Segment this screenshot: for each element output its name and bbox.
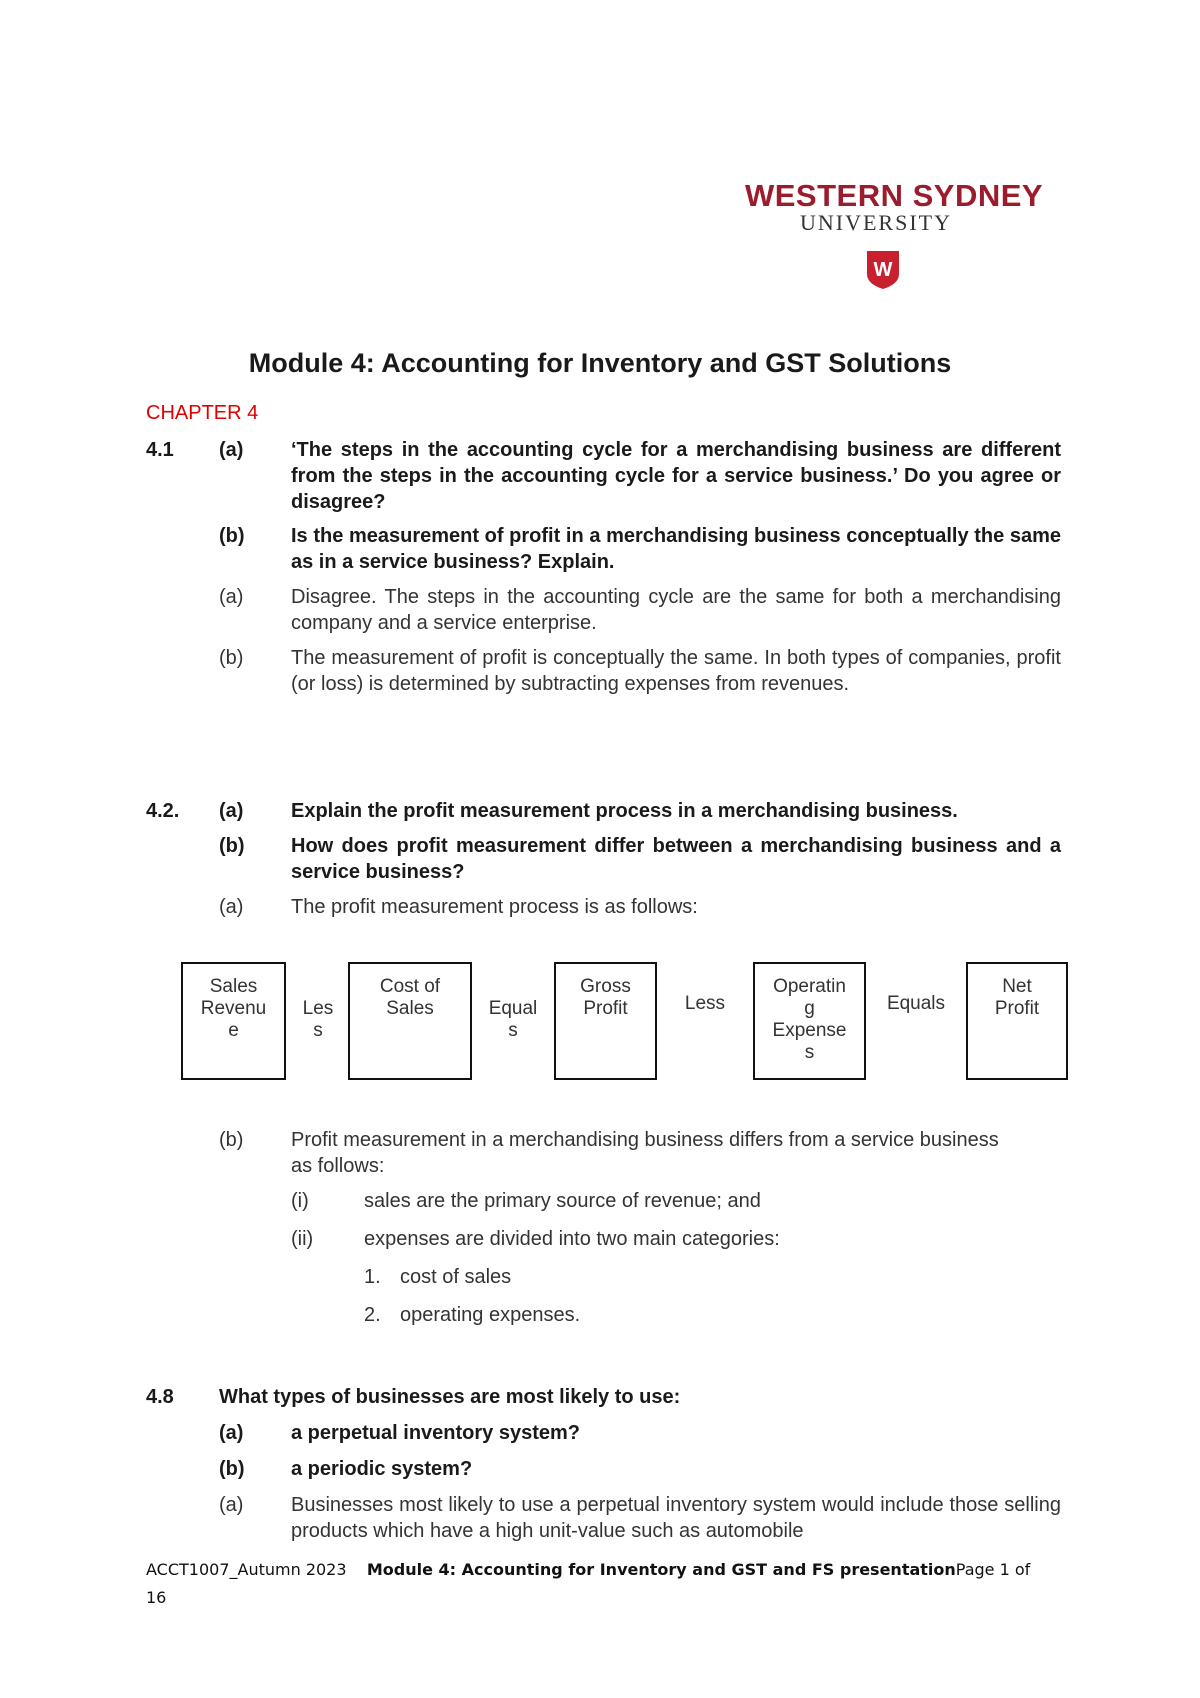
list-item: cost of sales [400,1266,512,1288]
answer-label: (a) [219,586,244,608]
answer-label: (b) [219,1129,244,1151]
question-text: a perpetual inventory system? [291,1422,580,1444]
answer-label: (a) [219,896,244,918]
university-shield-icon [866,250,900,290]
diagram-box-label: Gross Profit [580,976,631,1019]
diagram-connector-label: Les s [302,998,334,1041]
diagram-connector-less: Less [684,993,726,1014]
question-text: What types of businesses are most likely to use: [219,1386,681,1408]
diagram-connector-less [293,998,343,1042]
answer-text: Businesses most likely to use a perpetual inventory system would include those selling products which have a high unit-value such as automobile [291,1494,1061,1542]
question-text: How does profit measurement differ between a merchandising business and a service business? [291,835,1061,883]
question-label: (b) [219,1458,245,1480]
question-label: (a) [219,1422,244,1444]
diagram-box-label: Cost of Sales [379,976,441,1019]
page-footer [146,1556,1046,1612]
chapter-heading: CHAPTER 4 [146,402,259,424]
list-label: (i) [291,1190,309,1212]
question-label: (b) [219,835,245,857]
university-logo-subtitle: UNIVERSITY [800,210,952,235]
diagram-box-label: Net Profit [994,976,1040,1019]
diagram-connector-label: Equal s [488,998,538,1041]
list-number: 2. [364,1304,381,1326]
list-item: operating expenses. [400,1304,581,1326]
list-label: (ii) [291,1228,314,1250]
answer-text: Disagree. The steps in the accounting cycle are the same for both a merchandising company and a service enterprise. [291,586,1061,634]
question-text: Is the measurement of profit in a merchandising business conceptually the same as in a service business? Explain. [291,525,1061,573]
diagram-box-label: Operatin g Expense s [772,976,847,1063]
question-label: (a) [219,439,244,461]
svg-text:W: W [873,259,893,281]
diagram-box-sales-revenue [181,962,286,1080]
footer-module: Module 4: Accounting for Inventory and GST and FS presentation [366,1560,956,1579]
answer-label: (a) [219,1494,244,1516]
footer-course: ACCT1007_Autumn 2023 [146,1560,347,1579]
question-text: a periodic system? [291,1458,473,1480]
question-label: (a) [219,800,244,822]
list-number: 1. [364,1266,381,1288]
diagram-box-net-profit [966,962,1068,1080]
list-item: expenses are divided into two main categories: [364,1228,780,1250]
university-logo-name: WESTERN SYDNEY [745,178,1044,213]
diagram-box-label: Sales Revenu e [200,976,267,1041]
footer-page-number: Page 1 of 16 [146,1560,1031,1607]
answer-text: The measurement of profit is conceptually the same. In both types of companies, profit (or loss) is determined by subtracting expenses from revenues. [291,647,1061,695]
question-text: Explain the profit measurement process in a merchandising business. [291,800,958,822]
diagram-box-operating-expenses [753,962,866,1080]
answer-label: (b) [219,647,244,669]
diagram-box-gross-profit [554,962,657,1080]
answer-text: Profit measurement in a merchandising business differs from a service business as follows: [291,1129,999,1177]
diagram-connector-equals: Equals [886,993,946,1014]
page-title: Module 4: Accounting for Inventory and GST Solutions [248,348,952,378]
diagram-box-cost-of-sales [348,962,472,1080]
answer-text: The profit measurement process is as follows: [291,896,698,918]
question-label: (b) [219,525,245,547]
list-item: sales are the primary source of revenue; and [364,1190,761,1212]
question-number: 4.1 [146,439,174,461]
question-number: 4.8 [146,1386,174,1408]
diagram-connector-equals [480,998,546,1042]
question-text: ‘The steps in the accounting cycle for a merchandising business are different from the steps in the accounting cycle for a service business.’ Do you agree or disagree? [291,439,1061,513]
question-number: 4.2. [146,800,180,822]
